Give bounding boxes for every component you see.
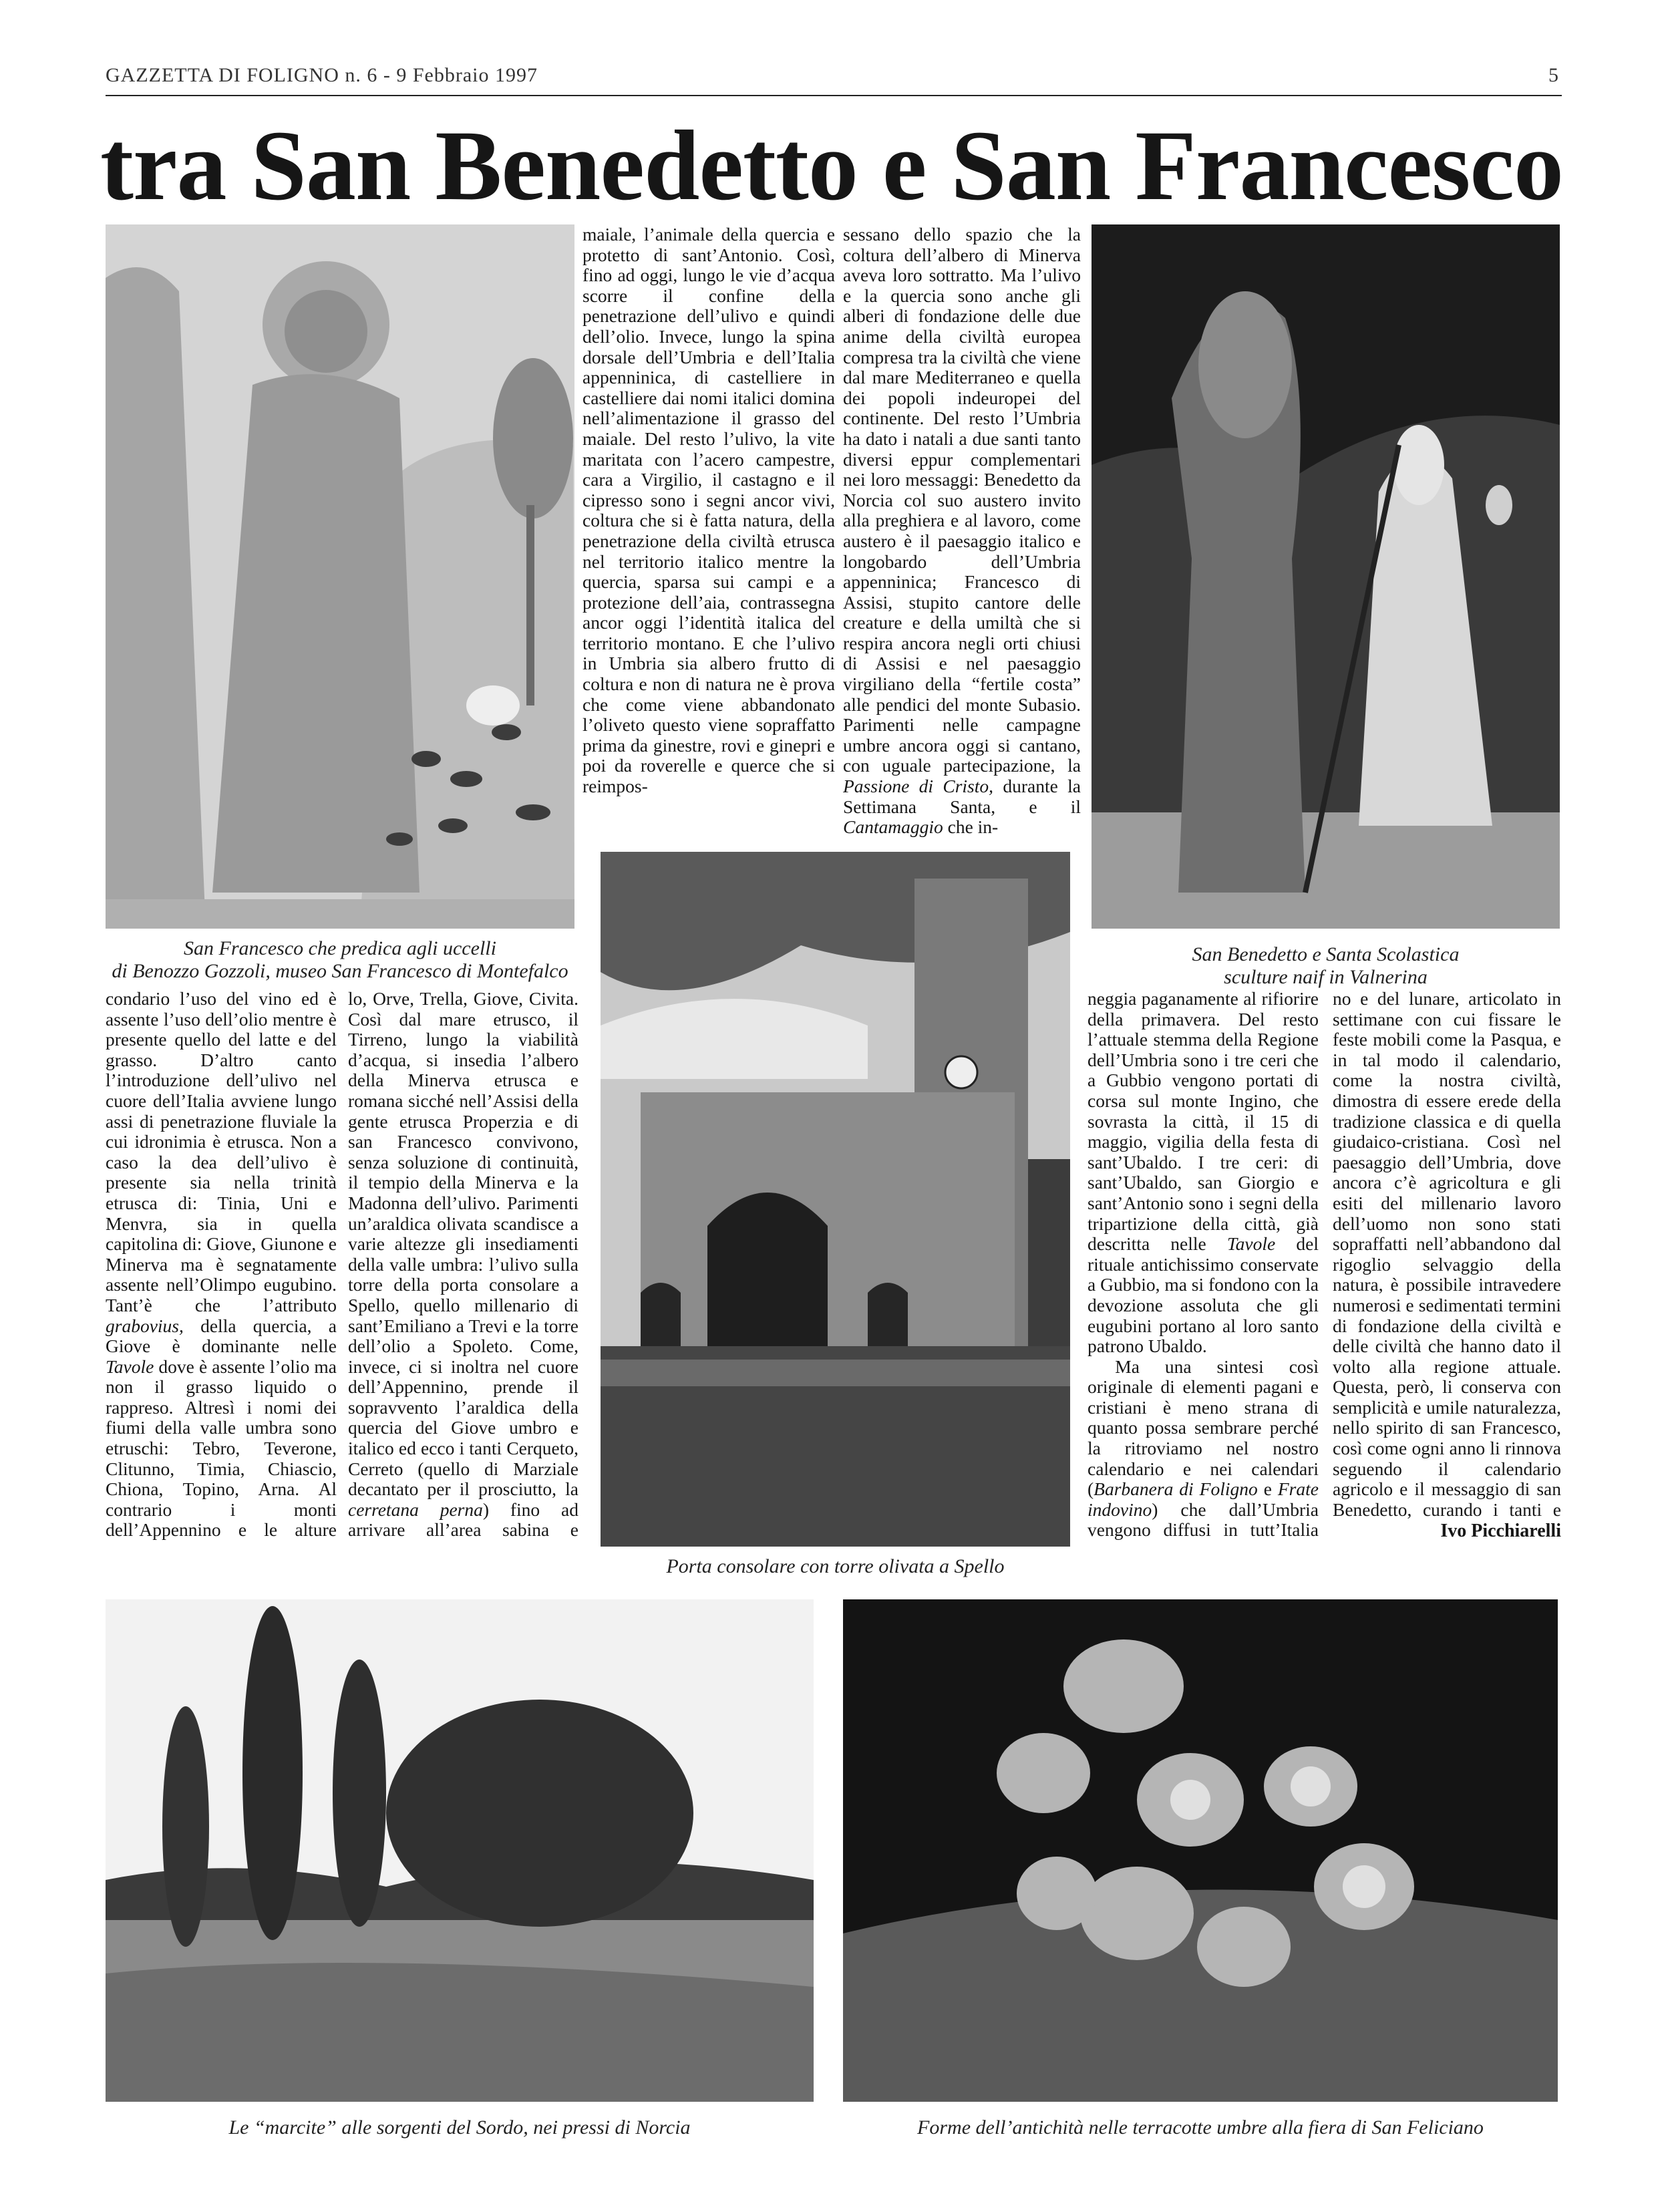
header-rule [106,95,1562,96]
article-text: del rituale antichissimo conservate a Gubbio, ma si fondono con la devozione assoluta che gli eugubini portano al loro santo patrono Ubaldo. [1088,1233,1319,1357]
article-text: ) che dall’Umbria vengono diffusi in tutt’Italia [1088,1498,1319,1541]
article-italic-text: Frate indovino [1088,1478,1319,1520]
terracotta-caption: Forme dell’antichità nelle terracotte umbre alla fiera di San Feliciano [917,2116,1484,2139]
fresco-photo [106,224,574,929]
sculptures-photo [1092,224,1560,929]
article-column [843,224,1081,842]
article-paragraph [348,989,578,1541]
article-paragraph [1088,1357,1319,1541]
article-text: durante la Settimana Santa, e il [843,776,1081,817]
article-text: neggia paganamente al rifiorire della primavera. Del resto l’attuale stemma della Regione dell’Umbria sono i tre ceri che a Gubbio vengono portati di corsa sul monte Ingino, che sovrasta la città, il 15 di maggio, vigilia della festa di sant’Ubaldo. I tre ceri: di sant’Ubaldo, san Giorgio e sant’Antonio sono i segni della tripartizione della città, già descritta nelle [1088,989,1319,1255]
article-column [582,224,835,842]
article-column [106,989,337,1541]
sculptures-caption-line: San Benedetto e Santa Scolastica [1192,943,1460,965]
article-italic-text: Passione di Cristo, [843,776,994,797]
article-italic-text: Cantamaggio [843,816,943,838]
article-text: maiale, l’animale della quercia e protetto di sant’Antonio. Così, fino ad oggi, lungo le vie d’acqua scorre il confine della penetrazione dell’ulivo e quindi dell’olio. Invece, lungo la spina dorsale dell’Umbria e dell’Italia appenninica, di castelliere in castelliere dai nomi italici domina nell’alimentazione il grasso del maiale. Del resto l’ulivo, la vite maritata con l’acero campestre, cara a Virgilio, il castagno e il cipresso sono i segni ancor vivi, coltura che si è fatta natura, della penetrazione della civiltà etrusca nel territorio italico mentre la quercia, sparsa sui campi e a protezione dell’aia, contrassegna ancor oggi l’identità italica del territorio montano. E che l’ulivo in Umbria sia albero frutto di coltura e non di natura ne è prova che come viene abbandonato l’oliveto questo viene sopraffatto prima da ginestre, rovi e ginepri e poi da roverelle e querce che si reimpos- [582,224,835,797]
gate-caption: Porta consolare con torre olivata a Spello [666,1555,1005,1577]
article-text: ) fino ad arrivare all’area sabina e [348,1498,578,1541]
article-paragraph [582,224,835,797]
sculptures-caption [1092,943,1560,989]
article-italic-text: Barbanera di Foligno [1094,1478,1258,1500]
article-paragraph [1088,989,1319,1357]
article-paragraph [843,224,1081,838]
marcite-photo [106,1599,814,2102]
article-italic-text: cerretana perna [348,1498,483,1520]
sculptures-caption-line: sculture naif in Valnerina [1224,966,1428,988]
article-text: condario l’uso del vino ed è assente l’uso dell’olio mentre è presente quello del latte e del grasso. D’altro canto l’introduzione dell’ulivo nel cuore dell’Italia avviene lungo assi di penetrazione fluviale la cui idronimia è etrusca. Non a caso la dea dell’ulivo è presente sia nella trinità etrusca di: Tinia, Uni e Menvra, sia in quella capitolina di: Giove, Giunone e Minerva ma è segnatamente assente nell’Olimpo eugubino. Tant’è che l’attributo [106,989,337,1315]
article-column [348,989,578,1541]
article-text: lo, Orve, Trella, Giove, Civita. Così dal mare etrusco, il Tirreno, lungo la viabilità d’acqua, si insedia l’albero della Minerva etrusca e romana sicché nell’Assisi della gente etrusca Properzia e di san Francesco convivono, senza soluzione di continuità, il tempio della Minerva e la Madonna dell’ulivo. Parimenti un’araldica olivata scandisce a varie altezze gli insediamenti della valle umbra: l’ulivo sulla torre della porta consolare a Spello, quello millenario di sant’Emiliano a Trevi e la torre dell’olio a Spoleto. Come, invece, ci si inoltra nel cuore dell’Appennino, prende il sopravvento l’araldica della quercia del Giove umbro e italico ed ecco i tanti Cerqueto, Cerreto (quello di Marziale decantato per il prosciutto, la [348,989,578,1500]
article-text: dove è assente l’olio ma non il grasso liquido o rappreso. Altresì i nomi dei fiumi della valle umbra sono etruschi: Tebro, Teverone, Clitunno, Timia, Chiascio, Chiona, Topino, Arna. Al contrario i monti dell’Appennino e le alture [106,1356,337,1541]
author-byline: Ivo Picchiarelli [1440,1521,1561,1541]
publication-header: GAZZETTA DI FOLIGNO n. 6 - 9 Febbraio 1997 [106,64,538,86]
article-text: sessano dello spazio che la coltura dell’albero di Minerva aveva loro sottratto. Ma l’ulivo e la quercia sono anche gli alberi di fondazione delle due anime della civiltà europea compresa tra la civiltà che viene dal mare Mediterraneo e quella dei popoli indeuropei del continente. Del resto l’Umbria ha dato i natali a due santi tanto diversi eppur complementari nei loro messaggi: Benedetto da Norcia col suo austero invito alla preghiera e al lavoro, come austero è il paesaggio italico e longobardo dell’Umbria appenninica; Francesco di Assisi, stupito cantore delle creature e della umiltà che si respira ancora negli orti chiusi di Assisi e nel paesaggio virgiliano della “fertile costa” alle pendici del monte Subasio. Parimenti nelle campagne umbre ancora oggi si cantano, con uguale partecipazione, la [843,224,1081,776]
gate-photo [601,852,1070,1547]
article-paragraph [1333,989,1561,1520]
article-text: che in- [943,816,999,838]
article-paragraph [106,989,337,1541]
fresco-caption-line: San Francesco che predica agli uccelli [184,937,496,959]
headline: tra San Benedetto e San Francesco [100,110,1563,221]
article-text: e [1257,1478,1278,1500]
article-italic-text: Tavole [1226,1233,1276,1255]
article-column [1088,989,1319,1541]
fresco-caption [106,937,574,983]
article-italic-text: Tavole [106,1356,154,1377]
page-number: 5 [1548,64,1559,86]
article-text: della quercia, a Giove è dominante nelle [106,1315,337,1357]
article-column [1333,989,1561,1520]
terracotta-photo [843,1599,1558,2102]
article-text: Ma una sintesi così originale di elementi pagani e cristiani è meno strana di quanto possa sembrare perché la ritroviamo nel nostro calendario e nei calendari ( [1088,1356,1319,1500]
article-italic-text: grabovius, [106,1315,184,1336]
fresco-caption-line: di Benozzo Gozzoli, museo San Francesco di Montefalco [112,960,568,982]
marcite-caption: Le “marcite” alle sorgenti del Sordo, nei pressi di Norcia [228,2116,691,2139]
article-text: no e del lunare, articolato in settimane con cui fissare le feste mobili come la Pasqua, e in tal modo il calendario, come la nostra civiltà, dimostra di essere erede della tradizione classica e di quella giudaico-cristiana. Così nel paesaggio dell’Umbria, dove ancora c’è agricoltura e gli esiti del millenario lavoro dell’uomo non sono stati sopraffatti nell’abbandono dal rigoglio selvaggio della natura, è possibile intravedere numerosi e sedimentati termini di fondazione della civiltà e delle civiltà che hanno dato il volto alla regione attuale. Questa, però, li conserva con semplicità e umile naturalezza, nello spirito di san Francesco, così come ogni anno li rinnova seguendo il calendario agricolo e il messaggio di san Benedetto, curando i tanti e [1333,989,1561,1520]
